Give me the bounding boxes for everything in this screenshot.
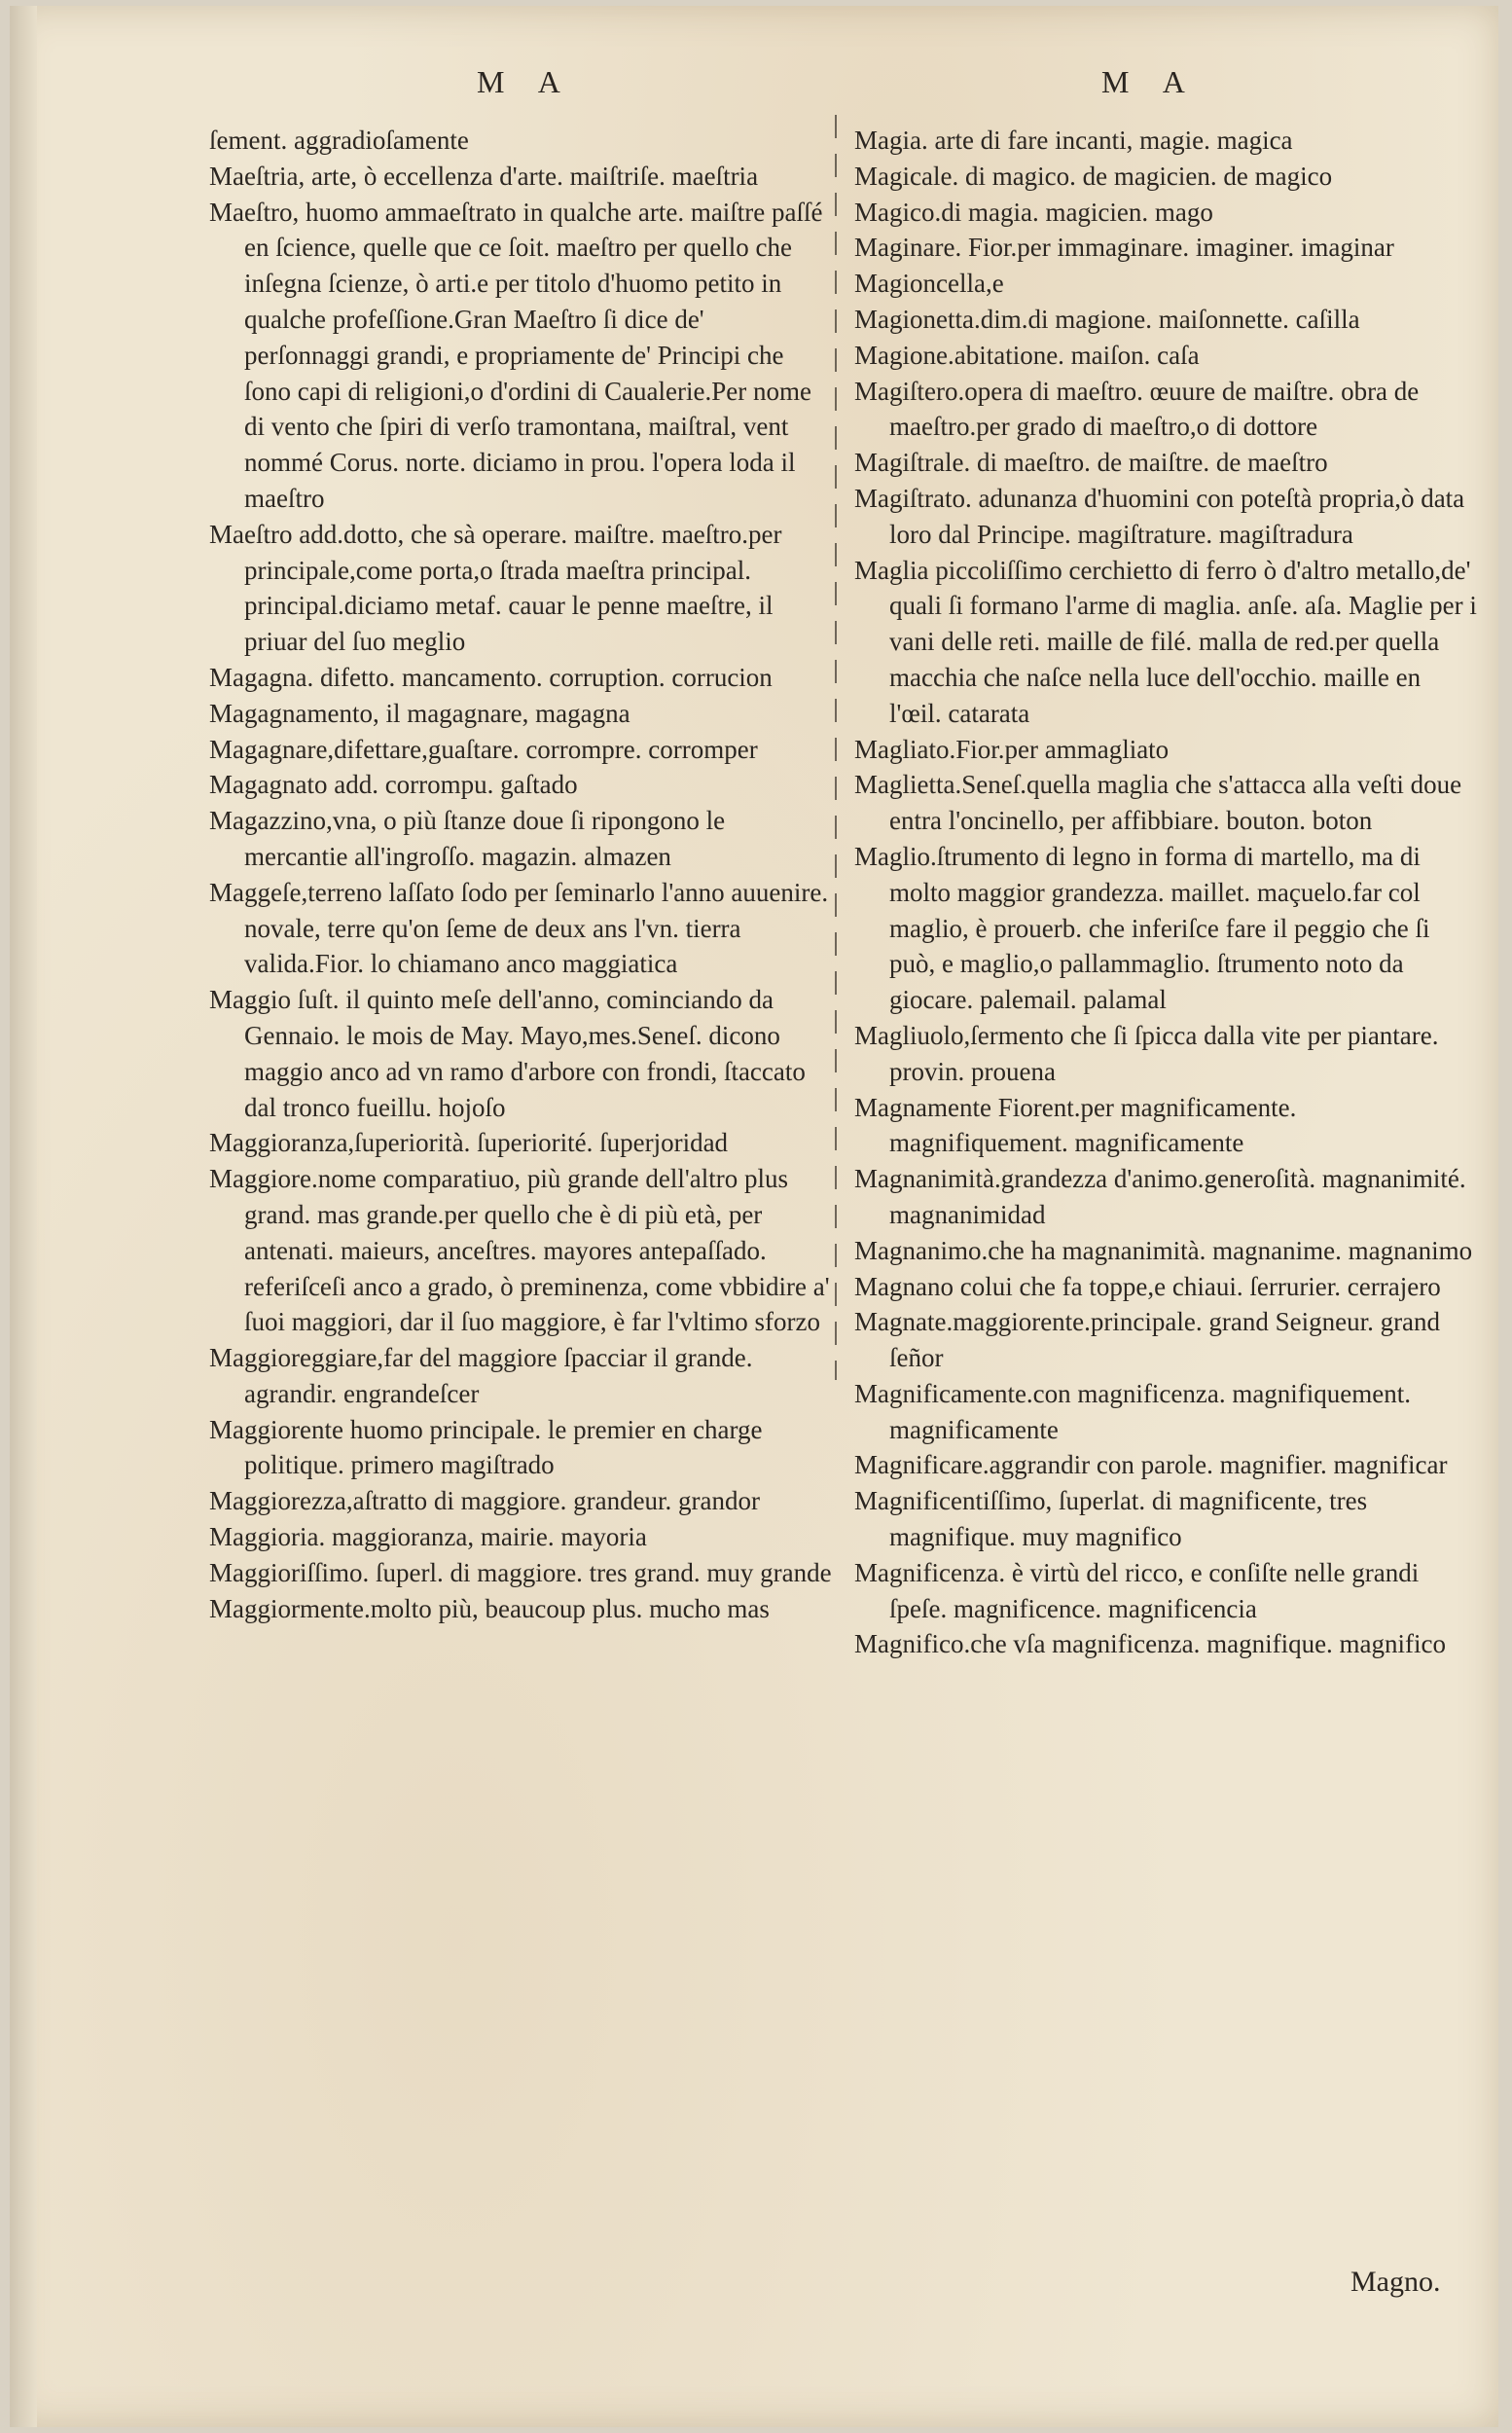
dictionary-entry: Magnamente Fiorent.per magnificamente. magnifiquement. magnificamente [854, 1092, 1297, 1158]
dictionary-entry: Maggioranza,ſuperiorità. ſuperiorité. ſuperjoridad [209, 1128, 729, 1158]
dictionary-entry: Maggiorezza,aſtratto di maggiore. grandeur. grandor [209, 1486, 761, 1516]
dictionary-entry: Magagnamento, il magagnare, magagna [209, 698, 630, 728]
dictionary-entry: Magnate.maggiorente.principale. grand Seigneur. grand ſeñor [854, 1307, 1441, 1373]
dictionary-entry: Maggeſe,terreno laſſato ſodo per ſeminarlo l'anno auuenire. novale, terre qu'on ſeme de deux ans l'vn. tierra valida.Fior. lo chiamano anco maggiatica [209, 877, 829, 979]
dictionary-entry: Magiſtrato. adunanza d'huomini con poteſtà propria,ò data loro dal Principe. magiſtrature. magiſtradura [854, 483, 1465, 549]
dictionary-entry: Magnifico.che vſa magnificenza. magnifique. magnifico [854, 1629, 1447, 1659]
dictionary-entry: Magnanimità.grandezza d'animo.generoſità. magnanimité. magnanimidad [854, 1164, 1466, 1229]
dictionary-entry: Magagnato add. corrompu. gaſtado [209, 770, 578, 800]
right-column [854, 123, 1477, 1662]
dictionary-entry: Maeſtro, huomo ammaeſtrato in qualche arte. maiſtre paſſé en ſcience, quelle que ce ſoit. maeſtro per quello che inſegna ſcienze, ò arti.e per titolo d'huomo petito in qualche profeſſione.Gran Maeſtro ſi dice de' perſonnaggi grandi, e propriamente de' Principi che ſono capi di religioni,o d'ordini di Caualerie.Per nome di vento che ſpiri di verſo tramontana, maiſtral, vent nommé Corus. norte. diciamo in prou. l'opera loda il maeſtro [209, 197, 823, 513]
dictionary-entry: Maggiore.nome comparatiuo, più grande dell'altro plus grand. mas grande.per quello che è di più età, per antenati. maieurs, anceſtres. mayores antepaſſado. referiſceſi anco a grado, ò preminenza, come vbbidire a' ſuoi maggiori, dar il ſuo maggiore, è far l'vltimo sforzo [209, 1164, 830, 1337]
dictionary-entry: Magnificentiſſimo, ſuperlat. di magnificente, tres magnifique. muy magnifico [854, 1486, 1368, 1552]
dictionary-entry: Maglia piccoliſſimo cerchietto di ferro ò d'altro metallo,de' quali ſi formano l'arme di maglia. anſe. aſa. Maglie per i vani delle reti. maille de filé. malla de red.per quella macchia che naſce nella luce dell'occhio. maille en l'œil. catarata [854, 555, 1477, 728]
dictionary-entry: Magliato.Fior.per ammagliato [854, 734, 1170, 764]
catchword: Magno. [1350, 2266, 1441, 2298]
dictionary-entry: Magnanimo.che ha magnanimità. magnanime. magnanimo [854, 1235, 1473, 1265]
dictionary-entry: ſement. aggradioſamente [209, 126, 469, 155]
dictionary-entry: Magioncella,e [854, 269, 1004, 299]
dictionary-entry: Maeſtria, arte, ò eccellenza d'arte. maiſtriſe. maeſtria [209, 161, 759, 191]
dictionary-entry: Magiſtrale. di maeſtro. de maiſtre. de maeſtro [854, 448, 1328, 478]
dictionary-entry: Magiſtero.opera di maeſtro. œuure de maiſtre. obra de maeſtro.per grado di maeſtro,o di dottore [854, 376, 1420, 442]
dictionary-entry: Magagna. difetto. mancamento. corruption. corrucion [209, 662, 773, 692]
running-head-right: M A [1101, 64, 1199, 99]
left-column [209, 123, 832, 1626]
dictionary-entry: Maeſtro add.dotto, che sà operare. maiſtre. maeſtro.per principale,come porta,o ſtrada maeſtra principal. principal.diciamo metaf. cauar le penne maeſtre, il priuar del ſuo meglio [209, 519, 782, 657]
dictionary-entry: Maggioreggiare,far del maggiore ſpacciar il grande. agrandir. engrandeſcer [209, 1343, 753, 1408]
dictionary-entry: Magnificamente.con magnificenza. magnifiquement. magnificamente [854, 1378, 1412, 1444]
dictionary-entry: Magionetta.dim.di magione. maiſonnette. caſilla [854, 304, 1360, 334]
dictionary-entry: Maglietta.Seneſ.quella maglia che s'attacca alla veſti doue entra l'oncinello, per affibbiare. bouton. boton [854, 770, 1462, 836]
dictionary-entry: Maggiormente.molto più, beaucoup plus. mucho mas [209, 1593, 770, 1623]
dictionary-entry: Maggiorente huomo principale. le premier en charge politique. primero magiſtrado [209, 1414, 763, 1480]
dictionary-entry: Maglio.ſtrumento di legno in forma di martello, ma di molto maggior grandezza. maillet. maçuelo.far col maglio, è prouerb. che inferiſce fare il peggio che ſi può, e maglio,o pallammaglio. ſtrumento noto da giocare. palemail. palamal [854, 841, 1430, 1015]
dictionary-entry: Maggioria. maggioranza, mairie. mayoria [209, 1522, 647, 1552]
column-divider [835, 115, 837, 1380]
dictionary-entry: Maggio ſuſt. il quinto meſe dell'anno, cominciando da Gennaio. le mois de May. Mayo,mes.Seneſ. dicono maggio anco ad vn ramo d'arbore con frondi, ſtaccato dal tronco fueillu. hojoſo [209, 985, 806, 1122]
dictionary-entry: Magazzino,vna, o più ſtanze doue ſi ripongono le mercantie all'ingroſſo. magazin. almazen [209, 806, 726, 871]
page-gutter [10, 6, 37, 2427]
dictionary-entry: Magnano colui che fa toppe,e chiaui. ſerrurier. cerrajero [854, 1271, 1441, 1301]
dictionary-entry: Magnificenza. è virtù del ricco, e conſiſte nelle grandi ſpeſe. magnificence. magnificencia [854, 1557, 1420, 1623]
dictionary-entry: Magione.abitatione. maiſon. caſa [854, 340, 1200, 370]
dictionary-entry: Magia. arte di fare incanti, magie. magica [854, 126, 1293, 155]
dictionary-entry: Magagnare,difettare,guaſtare. corrompre. corromper [209, 734, 758, 764]
dictionary-entry: Magliuolo,ſermento che ſi ſpicca dalla vite per piantare. provin. prouena [854, 1020, 1439, 1086]
dictionary-entry: Magico.di magia. magicien. mago [854, 197, 1213, 227]
dictionary-entry: Magicale. di magico. de magicien. de magico [854, 161, 1333, 191]
book-page [10, 6, 1498, 2427]
dictionary-entry: Maggioriſſimo. ſuperl. di maggiore. tres grand. muy grande [209, 1557, 832, 1587]
dictionary-entry: Magnificare.aggrandir con parole. magnifier. magnificar [854, 1450, 1448, 1480]
dictionary-entry: Maginare. Fior.per immaginare. imaginer. imaginar [854, 233, 1394, 263]
running-head-left: M A [477, 64, 574, 99]
